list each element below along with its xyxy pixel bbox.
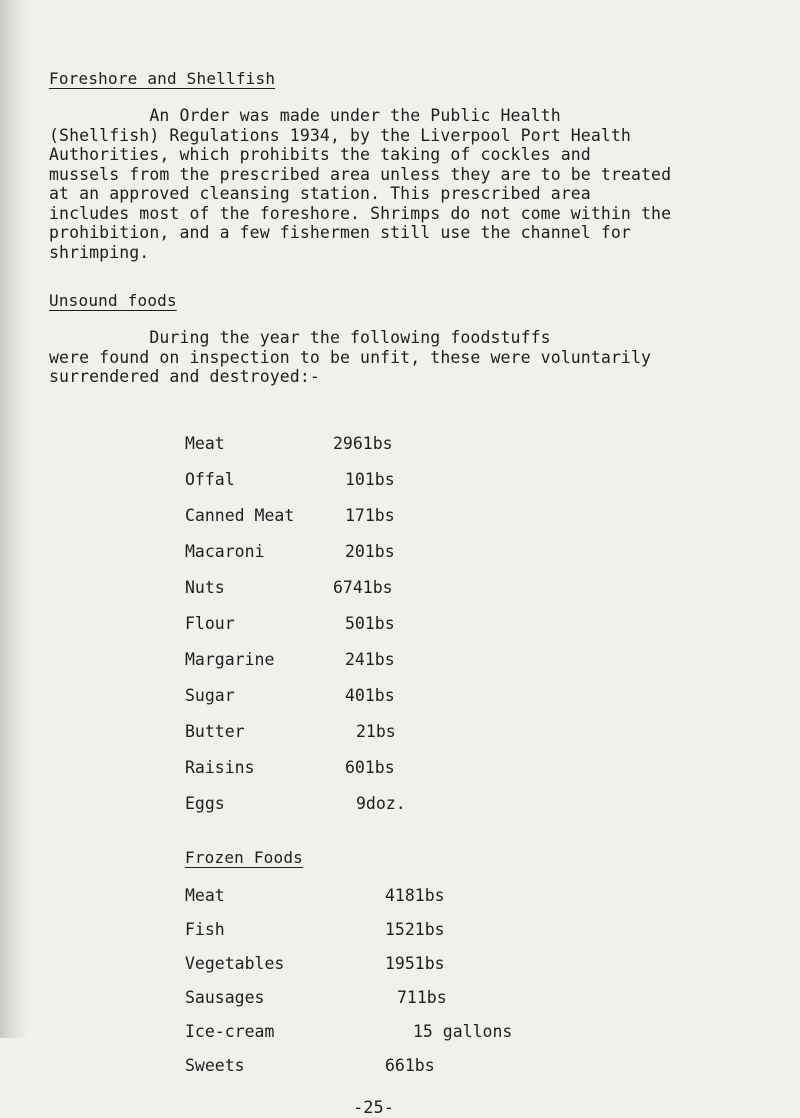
item-quantity: 661bs [385, 1056, 435, 1075]
item-name: Eggs [185, 794, 225, 813]
item-name: Nuts [185, 578, 225, 597]
item-quantity: 401bs [345, 686, 395, 705]
item-name: Vegetables [185, 954, 285, 973]
item-name: Ice-cream [185, 1022, 275, 1041]
item-name: Raisins [185, 758, 255, 777]
item-quantity: 9doz. [356, 794, 406, 813]
item-name: Margarine [185, 650, 275, 669]
item-name: Meat [185, 434, 225, 453]
item-quantity: 601bs [345, 758, 395, 777]
item-name: Butter [185, 722, 245, 741]
frozen-foods-heading: Frozen Foods [185, 848, 303, 867]
item-quantity: 201bs [345, 542, 395, 561]
unsound-foods-paragraph: During the year the following foodstuffs were found on inspection to be unfit, these were voluntarily surrendered and destroyed:- [49, 328, 652, 386]
item-quantity: 501bs [345, 614, 395, 633]
item-name: Flour [185, 614, 235, 633]
item-name: Meat [185, 886, 225, 905]
item-quantity: 1521bs [385, 920, 445, 939]
foreshore-heading: Foreshore and Shellfish [49, 69, 276, 88]
item-name: Macaroni [185, 542, 265, 561]
item-quantity: 711bs [397, 988, 447, 1007]
item-quantity: 2961bs [333, 434, 393, 453]
unsound-foods-heading: Unsound foods [49, 291, 177, 310]
item-quantity: 171bs [345, 506, 395, 525]
item-quantity: 4181bs [385, 886, 445, 905]
item-name: Sugar [185, 686, 235, 705]
page-edge-shadow [0, 0, 28, 1038]
item-name: Sweets [185, 1056, 245, 1075]
item-name: Offal [185, 470, 235, 489]
item-name: Sausages [185, 988, 265, 1007]
item-quantity: 21bs [356, 722, 396, 741]
item-quantity: 101bs [345, 470, 395, 489]
item-quantity: 1951bs [385, 954, 445, 973]
foreshore-paragraph: An Order was made under the Public Health (Shellfish) Regulations 1934, by the Liverpool Port Health Authorities, which prohibits the taking of cockles and mussels from the prescribed area unless they are to be treated at an approved cleansing station. This prescribed area includes most of the foreshore. Shrimps do not come within the prohibition, and a few fishermen still use the channel for shrimping. [49, 106, 672, 262]
item-name: Fish [185, 920, 225, 939]
item-quantity: 15 gallons [413, 1022, 513, 1041]
item-quantity: 6741bs [333, 578, 393, 597]
item-name: Canned Meat [185, 506, 295, 525]
page-number: -25- [353, 1098, 394, 1118]
item-quantity: 241bs [345, 650, 395, 669]
